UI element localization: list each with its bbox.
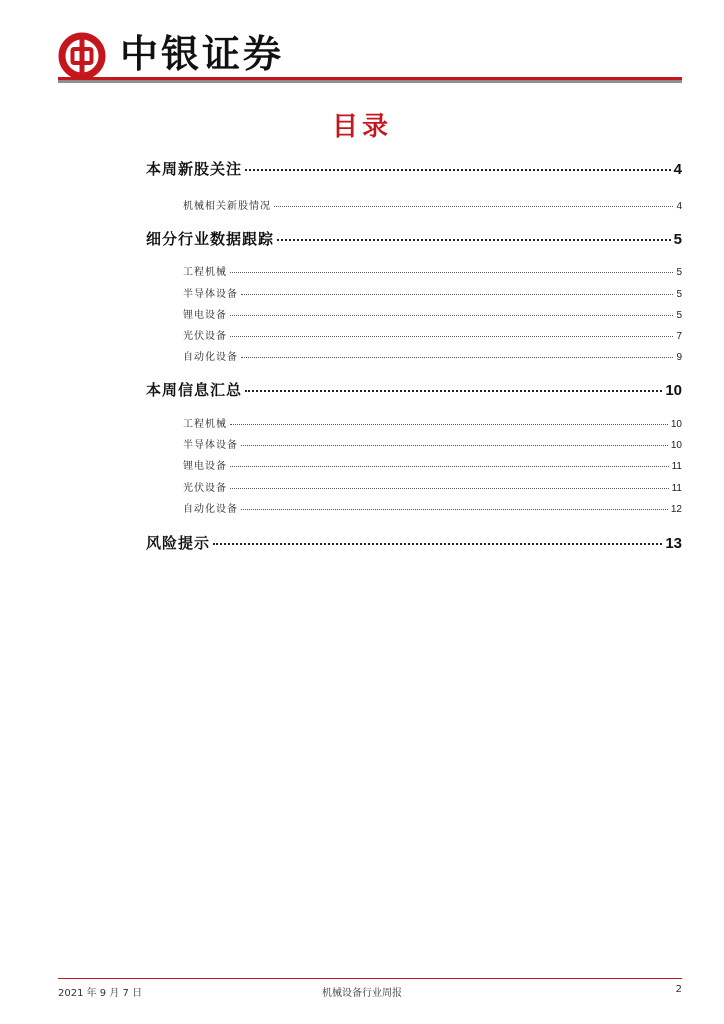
toc-item-label: 光伏设备: [183, 331, 227, 342]
toc-section-label: 本周新股关注: [146, 160, 243, 178]
toc-leader: [241, 445, 668, 446]
toc-item[interactable]: [183, 500, 682, 515]
toc-leader: [274, 206, 673, 207]
toc-item-label: 自动化设备: [183, 504, 238, 515]
toc-page-number: 5: [676, 289, 682, 300]
toc-leader: [241, 509, 668, 510]
toc-item[interactable]: [183, 306, 682, 321]
toc-page-number: 12: [670, 504, 682, 515]
toc-item-label: 自动化设备: [183, 352, 238, 363]
bank-of-china-logo-icon: [58, 32, 106, 80]
toc-leader: [230, 315, 673, 316]
toc-page-number: 5: [676, 310, 682, 321]
brand-name: 中银证券: [120, 31, 285, 76]
toc-leader: [230, 466, 669, 467]
toc-section-data-tracking[interactable]: [146, 228, 682, 249]
toc-item-label: 机械相关新股情况: [183, 201, 271, 212]
toc-leader: [277, 239, 671, 241]
footer-date: 2021 年 9 月 7 日: [58, 988, 143, 999]
toc-leader: [245, 169, 671, 171]
toc-item-label: 工程机械: [183, 267, 227, 278]
toc-item[interactable]: [183, 285, 682, 300]
toc-leader: [245, 390, 662, 392]
toc-item-label: 工程机械: [183, 419, 227, 430]
toc-section-new-stocks[interactable]: [146, 158, 682, 179]
toc-leader: [241, 294, 673, 295]
header-divider-gray: [58, 80, 682, 83]
toc-item[interactable]: [183, 457, 682, 472]
toc-page-number: 5: [673, 231, 682, 248]
toc-item-label: 锂电设备: [183, 310, 227, 321]
toc-item-label: 半导体设备: [183, 440, 238, 451]
toc-leader: [230, 488, 669, 489]
toc-item[interactable]: [183, 197, 682, 212]
toc-leader: [213, 543, 662, 545]
toc-section-label: 细分行业数据跟踪: [146, 230, 275, 248]
footer-page-number: 2: [675, 984, 682, 995]
toc-item[interactable]: [183, 415, 682, 430]
toc-title: 目录: [331, 112, 392, 142]
toc-page-number: 10: [670, 440, 682, 451]
toc-page-number: 11: [671, 461, 682, 472]
footer-report-name: 机械设备行业周报: [322, 988, 402, 999]
toc-page-number: 9: [676, 352, 682, 363]
toc-section-risk-warning[interactable]: [146, 532, 682, 553]
toc-page-number: 10: [670, 419, 682, 430]
toc-page-number: 7: [676, 331, 682, 342]
toc-section-news-summary[interactable]: [146, 379, 682, 400]
toc-page-number: 11: [671, 483, 682, 494]
toc-leader: [241, 357, 673, 358]
toc-page-number: 4: [673, 161, 682, 178]
toc-leader: [230, 272, 673, 273]
toc-page-number: 10: [665, 382, 682, 399]
toc-item[interactable]: [183, 263, 682, 278]
footer-divider: [58, 978, 682, 979]
toc-item[interactable]: [183, 348, 682, 363]
toc-leader: [230, 336, 673, 337]
toc-page-number: 4: [676, 201, 682, 212]
toc-item[interactable]: [183, 479, 682, 494]
toc-page-number: 13: [665, 535, 682, 552]
toc-section-label: 风险提示: [146, 534, 211, 552]
toc-item[interactable]: [183, 327, 682, 342]
toc-item-label: 半导体设备: [183, 289, 238, 300]
toc-item-label: 光伏设备: [183, 483, 227, 494]
toc-section-label: 本周信息汇总: [146, 381, 243, 399]
toc-leader: [230, 424, 668, 425]
toc-item[interactable]: [183, 436, 682, 451]
toc-page-number: 5: [676, 267, 682, 278]
toc-item-label: 锂电设备: [183, 461, 227, 472]
